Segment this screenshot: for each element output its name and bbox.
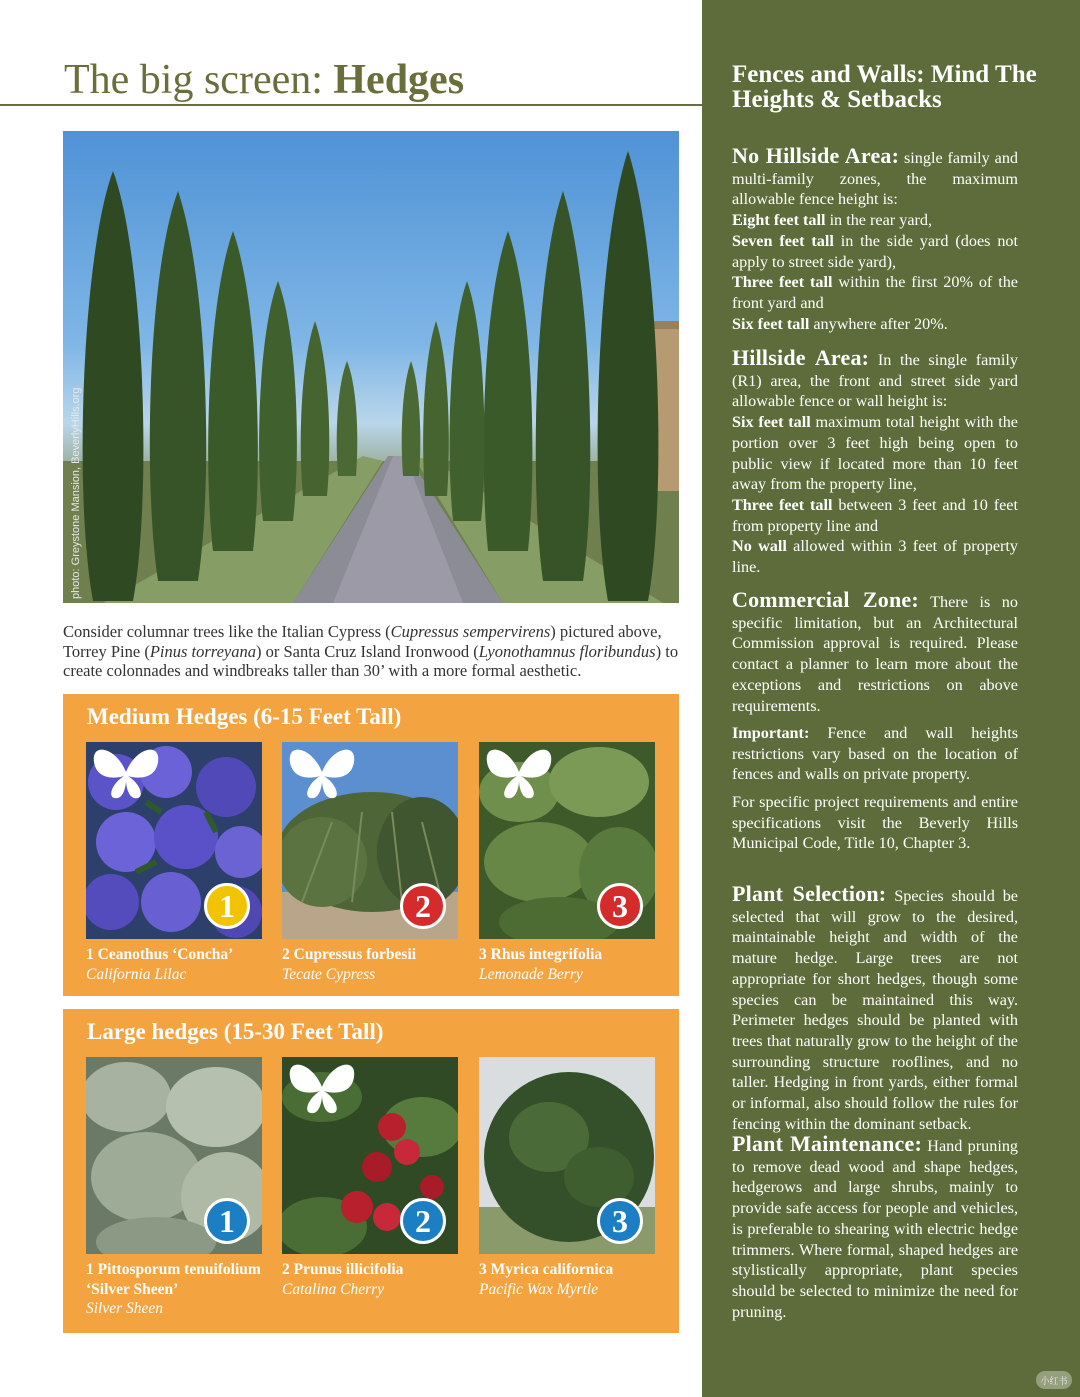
- height-rule-bold: Three feet tall: [732, 273, 833, 292]
- plant-scientific-name: 1 Pittosporum tenuifolium ‘Silver Sheen’: [86, 1261, 261, 1298]
- section-text: In the single family (R1) area, the front and street side yard allowable fence or wall height is:: [732, 351, 1018, 411]
- plant-common-name: Pacific Wax Myrtle: [479, 1280, 599, 1298]
- plant-scientific-name: 2 Prunus illicifolia: [282, 1261, 404, 1278]
- height-rule-text: in the rear yard,: [825, 211, 933, 230]
- plant-scientific-name: 2 Cupressus forbesii: [282, 946, 417, 963]
- plant-card: [86, 742, 262, 984]
- height-rule-bold: Six feet tall: [732, 314, 810, 333]
- plant-scientific-name: 3 Rhus integrifolia: [479, 946, 603, 963]
- plant-common-name: Lemonade Berry: [479, 965, 583, 983]
- height-rule-bold: No wall: [732, 537, 787, 556]
- plant-photo-lemonade-berry: [479, 742, 655, 939]
- butterfly-icon: [479, 742, 559, 802]
- intro-species: Pinus torreyana: [149, 641, 256, 661]
- plant-number-badge: 1: [204, 883, 250, 929]
- commercial-zone-section: [732, 587, 1018, 716]
- height-rule-bold: Three feet tall: [732, 495, 833, 514]
- medium-hedges-title: Medium Hedges (6-15 Feet Tall): [87, 704, 402, 729]
- section-text: Hand pruning to remove dead wood and shape hedges, hedgerows and large shrubs, mainly to provide safe access for people and vehicles, is preferable to shearing with electric hedge trimmers. Where formal, shaped hedges are stylistically appropriate, plant species should be selected to minimize the need for pruning.: [732, 1137, 1019, 1321]
- plant-common-name: Catalina Cherry: [282, 1280, 385, 1298]
- section-text: single family and multi-family zones, the maximum allowable fence height is:: [732, 149, 1019, 209]
- photo-credit: photo: Greystone Mansion, BeverlyHills.org: [70, 387, 82, 599]
- plant-maintenance-heading: Plant Maintenance:: [732, 1131, 922, 1156]
- plant-number-badge: 1: [204, 1198, 250, 1244]
- height-rule-text: between 3 feet and 10 feet from property line and: [732, 495, 1018, 535]
- plant-caption: [282, 945, 458, 984]
- plant-card: [282, 1057, 458, 1299]
- plant-card: [282, 742, 458, 984]
- plant-photo-catalina-cherry: [282, 1057, 458, 1254]
- plant-common-name: Silver Sheen: [86, 1300, 164, 1317]
- plant-number-badge: 3: [597, 1198, 643, 1244]
- hillside-section: [732, 345, 1018, 578]
- height-rule-text: anywhere after 20%.: [809, 314, 948, 333]
- height-rule-text: maximum total height with the portion over 3 feet high being open to public view if located more than 10 feet away from the property line,: [732, 413, 1018, 494]
- height-rule-bold: Six feet tall: [732, 413, 811, 432]
- intro-species: Cupressus sempervirens: [390, 622, 551, 641]
- plant-caption: [282, 1260, 458, 1299]
- section-text: There is no specific limitation, but an Architectural Commission approval is required. Please contact a planner to learn more about the exceptions and restrictions on above requirements.: [732, 593, 1018, 715]
- height-rule-text: within the first 20% of the front yard and: [732, 273, 1018, 312]
- plant-number-badge: 2: [400, 883, 446, 929]
- plant-common-name: California Lilac: [86, 965, 187, 983]
- corner-watermark-badge: 小红书: [1036, 1371, 1072, 1389]
- intro-text: ) or Santa Cruz Island Ironwood (: [256, 641, 479, 661]
- hillside-heading: Hillside Area:: [732, 345, 870, 370]
- butterfly-icon: [282, 1057, 362, 1117]
- plant-number-badge: 2: [400, 1198, 446, 1244]
- butterfly-icon: [282, 742, 362, 802]
- intro-text: ) pictured above, Torrey Pine (: [63, 622, 662, 661]
- plant-caption: [479, 945, 655, 984]
- sidebar-title: Fences and Walls: Mind The Heights & Setbacks: [732, 61, 1037, 113]
- municipal-code-note: For specific project requirements and entire specifications visit the Beverly Hills Municipal Code, Title 10, Chapter 3.: [732, 793, 1018, 853]
- plant-number-badge: 3: [597, 883, 643, 929]
- plant-selection-section: [732, 881, 1018, 1134]
- large-hedges-title: Large hedges (15-30 Feet Tall): [87, 1019, 384, 1044]
- intro-species: Lyonothamnus floribundus: [478, 641, 656, 661]
- fences-walls-sidebar: [702, 0, 1080, 1397]
- plant-scientific-name: 1 Ceanothus ‘Concha’: [86, 946, 234, 963]
- section-text: Fence and wall heights restrictions vary based on the location of fences and walls on private property.: [732, 724, 1018, 784]
- title-divider: [0, 104, 702, 106]
- plant-photo-silver-sheen: [86, 1057, 262, 1254]
- height-rule-text: allowed within 3 feet of property line.: [732, 537, 1018, 577]
- plant-card: [86, 1057, 262, 1319]
- plant-photo-california-lilac: [86, 742, 262, 939]
- height-rule-text: in the side yard (does not apply to street side yard),: [732, 231, 1018, 271]
- plant-caption: [479, 1260, 655, 1299]
- plant-caption: [86, 945, 262, 984]
- plant-card: [479, 1057, 655, 1299]
- plant-scientific-name: 3 Myrica californica: [479, 1261, 614, 1278]
- no-hillside-section: [732, 143, 1019, 334]
- title-regular: The big screen:: [64, 57, 334, 103]
- large-hedges-panel: [63, 1009, 679, 1333]
- important-label: Important:: [732, 724, 810, 742]
- intro-text: ) to create colonnades and windbreaks taller than 30’ with a more formal aesthetic.: [63, 641, 679, 680]
- butterfly-icon: [86, 742, 166, 802]
- title-bold: Hedges: [333, 57, 465, 103]
- plant-maintenance-section: [732, 1131, 1019, 1322]
- no-hillside-heading: No Hillside Area:: [732, 143, 900, 168]
- plant-selection-heading: Plant Selection:: [732, 881, 887, 906]
- plant-caption: [86, 1260, 262, 1319]
- height-rule-bold: Seven feet tall: [732, 231, 834, 250]
- important-note: [732, 723, 1018, 785]
- intro-paragraph: [63, 622, 683, 681]
- plant-common-name: Tecate Cypress: [282, 965, 376, 983]
- page-title: [64, 56, 684, 104]
- plant-photo-pacific-wax-myrtle: [479, 1057, 655, 1254]
- plant-photo-tecate-cypress: [282, 742, 458, 939]
- commercial-heading: Commercial Zone:: [732, 587, 919, 612]
- height-rule-bold: Eight feet tall: [732, 211, 826, 230]
- plant-card: [479, 742, 655, 984]
- intro-text: Consider columnar trees like the Italian Cypress (: [63, 622, 391, 641]
- hero-photo-cypress-walkway: [63, 131, 679, 603]
- medium-hedges-panel: [63, 694, 679, 996]
- section-text: Species should be selected that will grow to the desired, maintainable height and width of the mature hedge. Large trees are not appropriate for short hedges, though some species can be maintained this way. Perimeter hedges should be planted with trees that naturally grow to the height of the surrounding structure rooflines, and no taller. Hedging in front yards, either formal or informal, also should follow the rules for fencing within the dominant setback.: [732, 887, 1018, 1133]
